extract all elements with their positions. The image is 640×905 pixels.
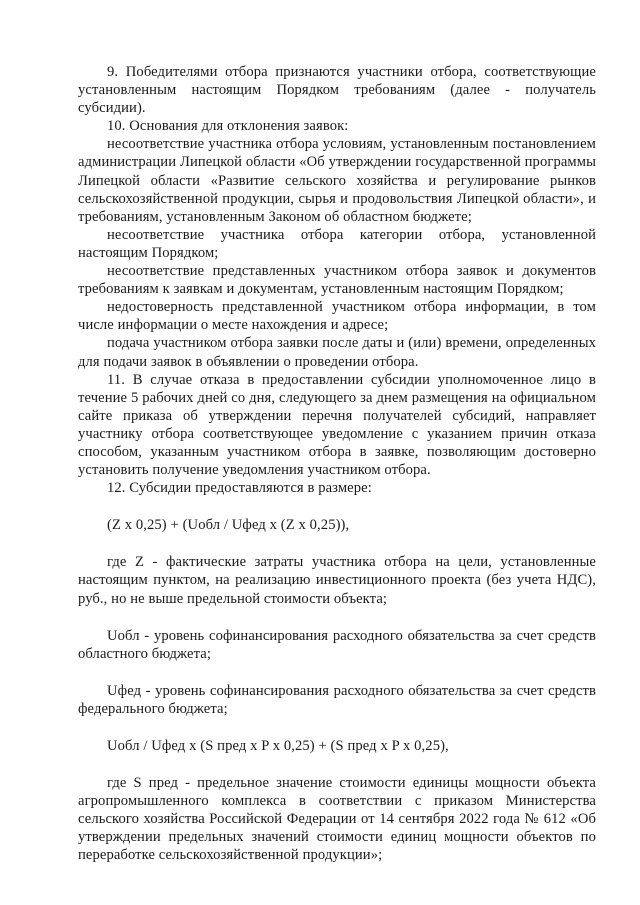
paragraph-12-subsidy-amount: 12. Субсидии предоставляются в размере: — [107, 480, 372, 497]
rejection-ground-category: несоответствие участника отбора категории отбора, установленной настоящим Порядком; — [78, 226, 596, 261]
document-body — [78, 63, 596, 865]
paragraph-11-refusal-notice: 11. В случае отказа в предоставлении субсидии уполномоченное лицо в течение 5 рабочих дней со дня, следующего за днем размещения на официальном сайте приказа об утверждении перечня получателей субсидий, направляет участнику отбора соответствующее уведомление с указанием причин отказа способом, указанным участником отбора в заявке, позволяющим достоверно установить получение уведомления участником отбора. — [78, 371, 596, 479]
subsidy-formula: (Z x 0,25) + (Uобл / Uфед x (Z x 0,25)), — [107, 517, 350, 534]
paragraph-9-winners: 9. Победителями отбора признаются участники отбора, соответствующие установленным настоящим Порядком требованиям (далее - получатель субсидии). — [78, 64, 596, 117]
limit-formula: Uобл / Uфед x (S пред x P x 0,25) + (S пред x P x 0,25), — [107, 738, 449, 754]
definition-s-pred: где S пред - предельное значение стоимости единицы мощности объекта агропромышленного комплекса в соответствии с приказом Министерства сельского хозяйства Российской Федерации от 14 сентября 2022 года № 612 «Об утверждении предельных значений стоимости единиц мощности объектов по переработке сельскохозяйственной продукции»; — [78, 775, 596, 864]
definition-z: где Z - фактические затраты участника отбора на цели, установленные настоящим пунктом, на реализацию инвестиционного проекта (без учета НДС), руб., но не выше предельной стоимости объекта; — [78, 554, 596, 607]
definition-u-obl: Uобл - уровень софинансирования расходного обязательства за счет средств областного бюджета; — [78, 627, 596, 662]
rejection-ground-unreliable-info: недостоверность представленной участником отбора информации, в том числе информации о месте нахождения и адресе; — [78, 299, 596, 334]
rejection-ground-late-submission: подача участником отбора заявки после даты и (или) времени, определенных для подачи заявок в объявлении о проведении отбора. — [78, 335, 596, 370]
rejection-ground-documents: несоответствие представленных участником отбора заявок и документов требованиям к заявкам и документам, установленным настоящим Порядком; — [78, 263, 596, 298]
definition-u-fed: Uфед - уровень софинансирования расходного обязательства за счет средств федерального бюджета; — [78, 682, 596, 717]
rejection-ground-conditions: несоответствие участника отбора условиям, установленным постановлением администрации Липецкой области «Об утверждении государственной программы Липецкой области «Развитие сельского хозяйства и регулирование рынков сельскохозяйственной продукции, сырья и продовольствия Липецкой области», и требованиям, установленным Законом об областном бюджете; — [78, 136, 596, 225]
paragraph-10-rejection-grounds: 10. Основания для отклонения заявок: — [107, 118, 349, 135]
